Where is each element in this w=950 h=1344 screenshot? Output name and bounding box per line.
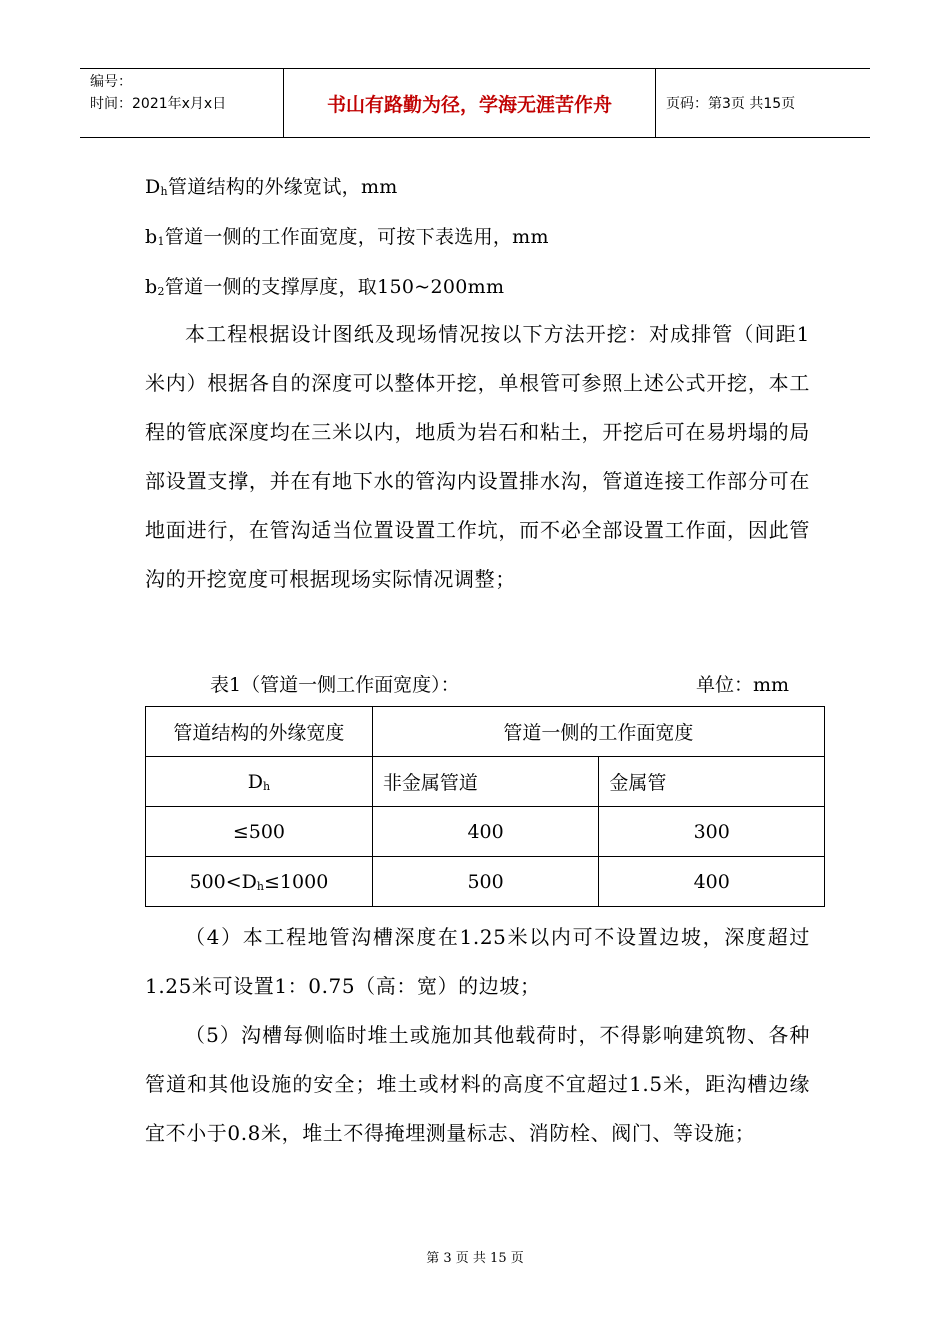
subscript: h — [262, 779, 271, 793]
table-subheader-row — [146, 757, 825, 807]
table-row — [146, 857, 825, 907]
subscript: 1 — [157, 235, 165, 248]
symbol: b — [145, 276, 158, 298]
cell-metal: 300 — [599, 807, 825, 857]
range-start: 500<D — [189, 870, 257, 893]
cell-nonmetal: 400 — [372, 807, 599, 857]
header-motto: 书山有路勤为径，学海无涯苦作舟 — [284, 69, 656, 137]
item-4-paragraph: （4）本工程地管沟槽深度在1.25米以内可不设置边坡，深度超过1.25米可设置1：0.75（高：宽）的边坡； — [145, 925, 810, 998]
page-header — [80, 68, 870, 138]
symbol: b — [145, 226, 158, 248]
subscript: h — [160, 185, 168, 198]
definition-text: 管道结构的外缘宽试，mm — [167, 176, 398, 198]
subscript: h — [256, 879, 265, 893]
header-dh-symbol — [146, 757, 373, 807]
page-footer: 第 3 页 共 15 页 — [426, 1251, 524, 1266]
definition-b2 — [145, 272, 504, 299]
header-nonmetal: 非金属管道 — [372, 757, 599, 807]
cell-nonmetal: 500 — [372, 857, 599, 907]
header-page-info: 页码：第3页 共15页 — [666, 96, 796, 112]
table-row — [146, 807, 825, 857]
header-work-width-group: 管道一侧的工作面宽度 — [372, 707, 824, 757]
table-header-row — [146, 707, 825, 757]
subscript: 2 — [157, 285, 165, 298]
symbol: D — [145, 176, 161, 198]
range-end: ≤1000 — [264, 870, 329, 893]
definition-b1 — [145, 222, 549, 249]
header-metal: 金属管 — [599, 757, 825, 807]
definition-dh — [145, 172, 398, 199]
symbol: D — [247, 770, 263, 793]
definition-text: 管道一侧的支撑厚度，取150~200mm — [164, 276, 505, 298]
item-5-paragraph: （5）沟槽每侧临时堆土或施加其他载荷时，不得影响建筑物、各种管道和其他设施的安全；堆土或材料的高度不宜超过1.5米，距沟槽边缘宜不小于0.8米，堆土不得掩埋测量标志、消防栓、阀门、等设施； — [145, 1023, 810, 1145]
header-outer-width: 管道结构的外缘宽度 — [146, 707, 373, 757]
definition-text: 管道一侧的工作面宽度，可按下表选用，mm — [164, 226, 549, 248]
excavation-paragraph: 本工程根据设计图纸及现场情况按以下方法开挖：对成排管（间距1米内）根据各自的深度可以整体开挖，单根管可参照上述公式开挖，本工程的管底深度均在三米以内，地质为岩石和粘土，开挖后可在易坍塌的局部设置支撑，并在有地下水的管沟内设置排水沟，管道连接工作部分可在地面进行，在管沟适当位置设置工作坑，而不必全部设置工作面，因此管沟的开挖宽度可根据现场实际情况调整； — [145, 322, 810, 591]
document-time-label: 时间：2021年x月x日 — [90, 96, 227, 112]
header-meta — [80, 69, 284, 137]
cell-range — [146, 857, 373, 907]
table-unit: 单位：mm — [696, 674, 790, 696]
work-width-table — [145, 706, 825, 907]
table-caption: 表1（管道一侧工作面宽度）： — [210, 674, 460, 696]
document-number-label: 编号： — [90, 74, 132, 90]
cell-range: ≤500 — [146, 807, 373, 857]
cell-metal: 400 — [599, 857, 825, 907]
